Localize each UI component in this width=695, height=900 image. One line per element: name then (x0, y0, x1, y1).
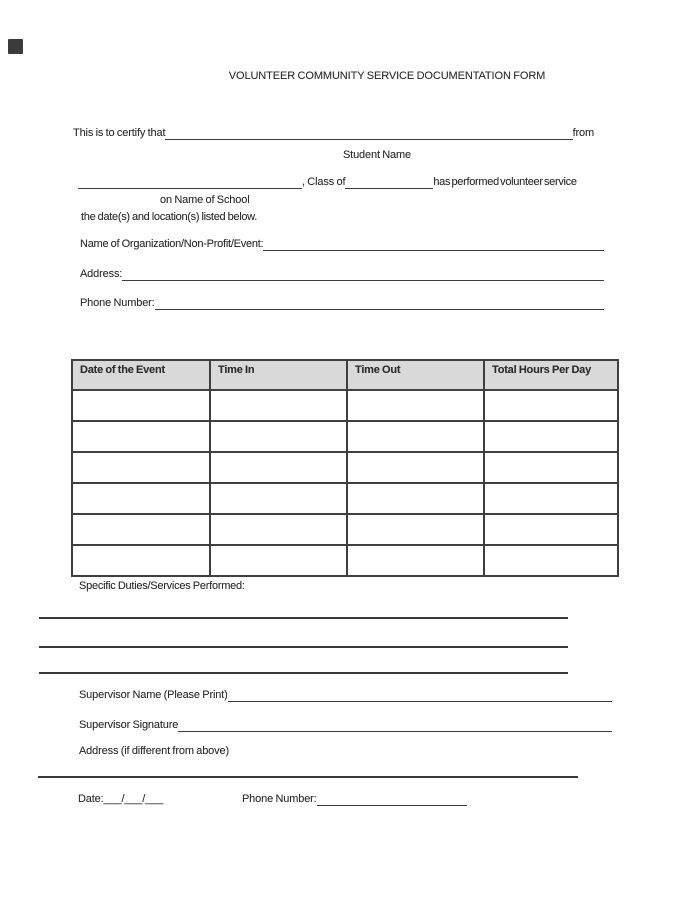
column-header-time-in: Time In (210, 360, 347, 390)
duties-label: Specific Duties/Services Performed: (79, 580, 245, 592)
organization-field (80, 238, 604, 251)
hours-table-cell (72, 514, 210, 545)
hours-table-row (72, 421, 618, 452)
supervisor-name-label: Supervisor Name (Please Print) (79, 689, 228, 701)
student-name-caption: Student Name (342, 149, 412, 161)
hours-table-cell (210, 452, 347, 483)
hours-table-cell (72, 452, 210, 483)
organization-label: Name of Organization/Non-Profit/Event: (80, 238, 264, 250)
hours-table-cell (210, 421, 347, 452)
hours-table-cell (72, 421, 210, 452)
supervisor-phone-label: Phone Number: (242, 793, 317, 805)
column-header-time-out: Time Out (347, 360, 484, 390)
hours-table-body (72, 390, 618, 576)
hours-table-cell (347, 390, 484, 421)
supervisor-address-label: Address (if different from above) (79, 745, 229, 757)
address-blank (122, 268, 604, 281)
school-class-line (78, 176, 577, 189)
hours-table-cell (347, 483, 484, 514)
hours-table-row (72, 390, 618, 421)
hours-table-row (72, 514, 618, 545)
hours-table-cell (72, 483, 210, 514)
school-name-caption: on Name of School (160, 194, 250, 206)
hours-table-cell (484, 514, 618, 545)
hours-table-cell (347, 421, 484, 452)
hours-table-cell (347, 545, 484, 576)
hours-table-header-row (72, 360, 618, 390)
duties-writing-line (39, 646, 568, 648)
hours-table-cell (484, 452, 618, 483)
hours-table-cell (484, 545, 618, 576)
duties-writing-line (39, 617, 568, 619)
student-name-blank (165, 127, 572, 140)
organization-blank (263, 238, 604, 251)
certify-prefix-text: This is to certify that (73, 127, 166, 139)
hours-table-cell (347, 514, 484, 545)
hours-table-row (72, 452, 618, 483)
date-field: Date:___/___/___ (78, 793, 164, 805)
address-label: Address: (80, 268, 123, 280)
phone-label: Phone Number: (80, 297, 155, 309)
hours-table-cell (72, 390, 210, 421)
phone-blank (155, 297, 604, 310)
hours-table-cell (210, 514, 347, 545)
supervisor-signature-field (79, 719, 612, 732)
hours-table-cell (210, 483, 347, 514)
address-field (80, 268, 604, 281)
supervisor-address-line (38, 776, 578, 778)
form-title: VOLUNTEER COMMUNITY SERVICE DOCUMENTATION FORM (228, 70, 546, 82)
column-header-date: Date of the Event (72, 360, 210, 390)
hours-table-cell (484, 421, 618, 452)
hours-table-cell (72, 545, 210, 576)
hours-table-cell (484, 390, 618, 421)
certify-suffix-text: from (572, 127, 594, 139)
class-year-blank (345, 176, 433, 189)
dates-note: the date(s) and location(s) listed below. (81, 211, 257, 223)
phone-field (80, 297, 604, 310)
hours-table-cell (484, 483, 618, 514)
hours-table-cell (210, 390, 347, 421)
hours-table-row (72, 483, 618, 514)
column-header-total-hours: Total Hours Per Day (484, 360, 618, 390)
scan-corner-mark (8, 39, 23, 54)
supervisor-name-field (79, 689, 612, 702)
hours-table-row (72, 545, 618, 576)
hours-table-cell (210, 545, 347, 576)
supervisor-signature-label: Supervisor Signature (79, 719, 179, 731)
performed-text: has performed volunteer service (433, 176, 577, 188)
class-of-label: , Class of (302, 176, 346, 188)
duties-writing-line (39, 672, 568, 674)
supervisor-phone-field (242, 792, 467, 806)
supervisor-signature-blank (178, 719, 612, 732)
supervisor-phone-blank (317, 792, 467, 806)
hours-table-cell (347, 452, 484, 483)
certify-line (73, 127, 594, 140)
school-name-blank (78, 176, 302, 189)
hours-table (71, 359, 619, 577)
supervisor-name-blank (228, 689, 612, 702)
